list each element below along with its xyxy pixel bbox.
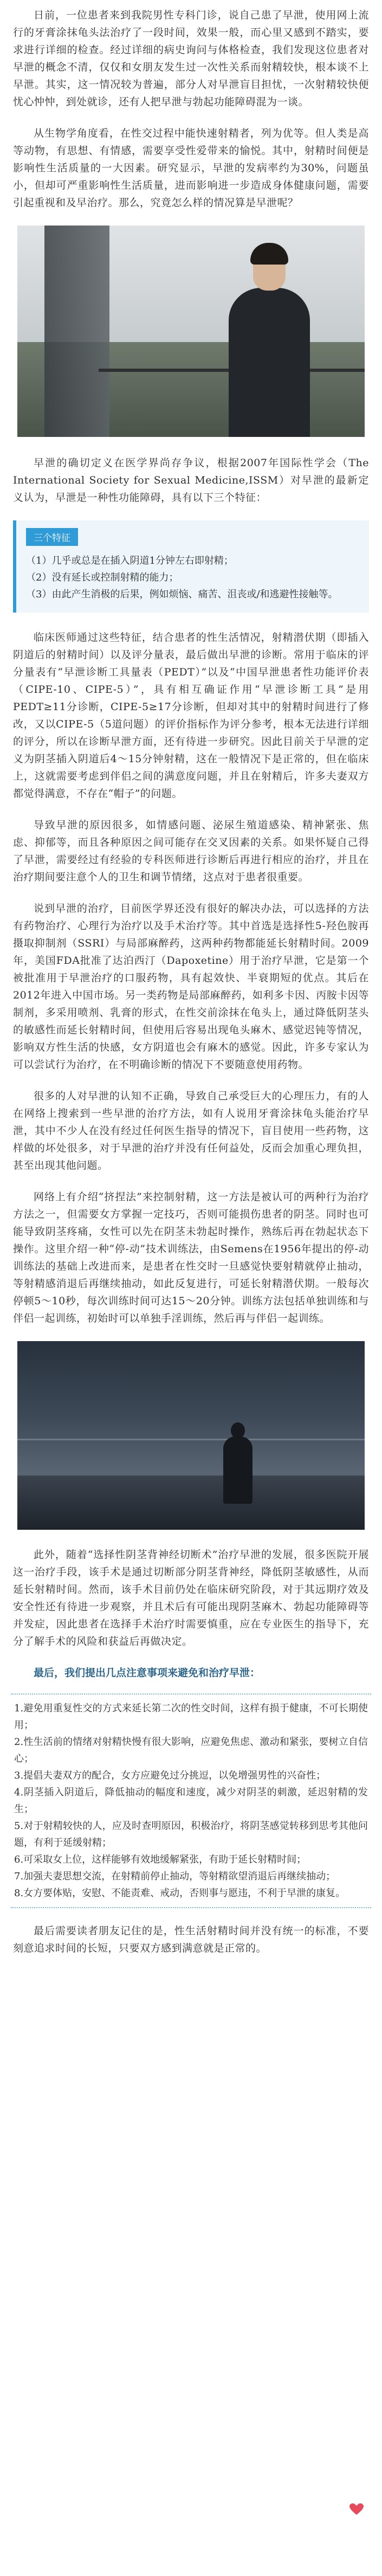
tip-item: 5.对于射精较快的人，应及时查明原因，积极治疗，将阴茎感觉转移到思考其他问题，有利于延缓射精； [14, 1820, 368, 1849]
features-tag: 三个特征 [26, 528, 78, 546]
paragraph-7: 很多的人对早泄的认知不正确，导致自己承受巨大的心理压力，有的人在网络上搜索到一些早泄的治疗方法，如有人说用牙膏涂抹龟头能治疗早泄，其中不少人在没有经过任何医生指导的情况下，盲目使用一些药物，这样做的坏处很多，对于早泄的治疗并没有任何益处，反而会加重心理负担，甚至出现其他问题。 [13, 1090, 369, 1171]
paragraph-5: 导致早泄的原因很多，如情感问题、泌尿生殖道感染、精神紧张、焦虑、抑郁等，而且各种原因之间可能存在交叉因素的关系。如果怀疑自己得了早泄，需要经过有经验的专科医师进行诊断后再进行相应的治疗，并且在治疗期间要注意个人的卫生和调节情绪，这点对于患者很重要。 [13, 819, 369, 883]
tip-item: 3.提倡夫妻双方的配合，女方应避免过分挑逗，以免增强男性的兴奋性； [14, 1770, 326, 1781]
tip-item: 4.阴茎插入阴道后，降低抽动的幅度和速度，减少对阴茎的刺激，延迟射精的发生； [14, 1787, 368, 1815]
lone-figure-photo [17, 1341, 365, 1530]
tip-item: 6.可采取女上位，这样能够有效地缓解紧张，有助于延长射精时间； [14, 1854, 307, 1865]
intro-paragraph: 日前，一位患者来到我院男性专科门诊，说自己患了早泄，使用网上流行的牙膏涂抹龟头法治疗了一段时间，效果一般，而心里又感到不踏实，要求进行详细的检查。经过详细的病史询问与体格检查，我们发现这位患者对早泄的概念不清，仅仅和女朋友发生过一次性关系而射精较快，根本谈不上早泄。其实，这一情况较为普遍，部分人对早泄盲目担忧，一次射精较快便忧心忡忡，到处就诊，还有人把早泄与勃起功能障碍混为一谈。 [13, 9, 369, 108]
features-box [13, 520, 369, 613]
paragraph-8: 网络上有介绍“挤捏法”来控制射精，这一方法是被认可的两种行为治疗方法之一，但需要女方掌握一定技巧，否则可能损伤患者的阴茎。同时也可能导致阴茎疼痛，女性可以先在阴茎未勃起时操作，熟练后再在勃起状态下操作。这里介绍一种“停-动”技术训练法，由Semens在1956年提出的停-动训练法的基础上改进而来，是患者在性交时一旦感觉快要射精就停止抽动，等射精感消退后再继续抽动，如此反复进行，可延长射精潜伏期。一般每次停顿5～10秒，每次训练时间可达15～20分钟。训练方法包括单独训练和与伴侣一起训练，初始时可以单独手淫训练，然后再与伴侣一起训练。 [13, 1191, 369, 1324]
tips-list [11, 1693, 371, 1908]
paragraph-9: 此外，随着“选择性阴茎背神经切断术”治疗早泄的发展，很多医院开展这一治疗手段，该手术是通过切断部分阴茎背神经，降低阴茎敏感性，从而延长射精时间。然而，该手术目前仍处在临床研究阶段，对于其远期疗效及安全性还有待进一步观察，并且术后有可能出现阴茎麻木、勃起功能障碍等并发症，因此患者在选择手术治疗时需要慎重，应在专业医生的指导下，充分了解手术的风险和获益后再做决定。 [13, 1549, 369, 1647]
features-list [26, 552, 359, 603]
man-by-window-photo [17, 226, 365, 437]
tip-item: 1.避免用重复性交的方式来延长第二次的性交时间，这样有损于健康，不可长期使用； [14, 1703, 368, 1731]
paragraph-4: 临床医师通过这些特征，结合患者的性生活情况，射精潜伏期（即插入阴道后的射精时间）以及评分量表，最后做出早泄的诊断。常用于临床的评分量表有“早泄诊断工具量表（PEDT）”以及“中国早泄患者性功能评价表（CIPE-10、CIPE-5）”，具有相互确证作用“早泄诊断工具”是用PEDT≥11分诊断，CIPE-5≥17分诊断，但却对其中的射精时间进行了修改，又以CIPE-5（5道问题）的评价指标作为评分参考，根本无法进行详细的评分，所以在诊断早泄方面，还有待进一步研究。因此目前关于早泄的定义为阴茎插入阴道后4～15分钟射精，这在一般情况下是正常的，但在临床上，这就需要考虑到伴侣之间的满意度问题，并且在射精后，许多夫妻双方都觉得满意，不存在“帽子”的问题。 [13, 632, 369, 800]
tip-item: 7.加强夫妻思想交流，在射精前停止抽动，等射精欲望消退后再继续抽动； [14, 1871, 336, 1882]
tip-item: 8.女方要体贴，安慰、不能责难、戒动，否则事与愿违，不利于早泄的康复。 [14, 1888, 346, 1899]
paragraph-2: 从生物学角度看，在性交过程中能快速射精者，列为优等。但人类是高等动物，有思想、有情感，需要享受性爱带来的愉悦。其中，射精时间便是影响性生活质量的一大因素。研究显示，早泄的发病率约为30%，问题虽小，但却可严重影响性生活质量，进而影响进一步造成身体健康问题，需要引起重视和及早治疗。那么，究竟怎么样的情况算是早泄呢？ [13, 127, 369, 209]
paragraph-6: 说到早泄的治疗，目前医学界还没有很好的解决办法，可以选择的方法有药物治疗、心理行为治疗以及手术治疗等。其中首选是选择性5-羟色胺再摄取抑制剂（SSRI）与局部麻醉药，这两种药物都能延长射精时间。2009年，美国FDA批准了达泊西汀（Dapoxetine）用于治疗早泄，它是第一个被批准用于早泄治疗的口服药物，具有起效快、半衰期短的优点。其后在2012年进入中国市场。另一类药物是局部麻醉药，如利多卡因、丙胺卡因等制剂，多采用喷剂、乳膏的形式，在性交前涂抹在龟头上，通过降低阴茎头的敏感性而延长射精时间，但使用后容易出现龟头麻木、感觉迟钝等情况，影响双方性生活的快感，女方阴道也会有麻木的感觉。因此，许多专家认为可以尝试行为治疗，在不明确诊断的情况下不要随意使用药物。 [13, 903, 369, 1071]
feature-item: （1）几乎或总是在插入阴道1分钟左右即射精； [26, 555, 234, 566]
feature-item: （2）没有延长或控制射精的能力； [26, 572, 179, 583]
tips-heading: 最后，我们提出几点注意事项来避免和治疗早泄： [34, 1667, 261, 1679]
heart-icon [349, 2503, 364, 2515]
paragraph-3: 早泄的确切定义在医学界尚存争议，根据2007年国际性学会（The International Society for Sexual Medicine,ISSM）对早泄的最新定义认为，早泄是一种性功能障碍，具有以下三个特征： [13, 457, 369, 504]
tip-item: 2.性生活前的情绪对射精快慢有很大影响，应避免焦虑、激动和紧张，要树立自信心； [14, 1736, 368, 1764]
closing-paragraph: 最后需要读者朋友记住的是，性生活射精时间并没有统一的标准，不要刻意追求时间的长短，只要双方感到满意就是正常的。 [13, 1925, 369, 1954]
feature-item: （3）由此产生消极的后果，例如烦恼、痛苦、沮丧或/和逃避性接触等。 [26, 589, 338, 600]
